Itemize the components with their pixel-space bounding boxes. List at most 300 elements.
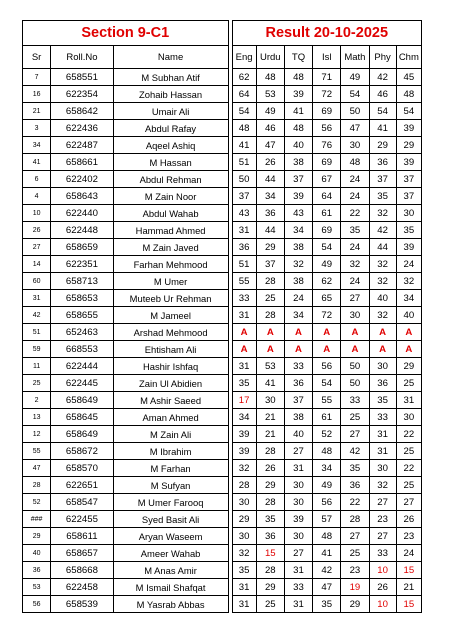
serial-cell: 55: [23, 443, 51, 460]
chm-mark-cell: 29: [396, 137, 421, 154]
tq-mark-cell: 27: [284, 545, 312, 562]
chm-mark-cell: 22: [396, 426, 421, 443]
tq-mark-cell: 24: [284, 290, 312, 307]
chm-mark-cell: 25: [396, 477, 421, 494]
serial-cell: 36: [23, 562, 51, 579]
table-row: [23, 324, 422, 341]
table-row: [23, 460, 422, 477]
urdu-mark-cell: 37: [256, 256, 284, 273]
tq-mark-cell: 39: [284, 188, 312, 205]
student-name-cell: Abdul Rehman: [113, 171, 228, 188]
math-mark-cell: 27: [341, 528, 369, 545]
header-math: Math: [341, 46, 369, 69]
math-mark-cell: 24: [341, 188, 369, 205]
serial-cell: 25: [23, 375, 51, 392]
header-tq: TQ: [284, 46, 312, 69]
table-row: [23, 273, 422, 290]
urdu-mark-cell: 29: [256, 477, 284, 494]
header-sr: Sr: [23, 46, 51, 69]
urdu-mark-cell: 21: [256, 409, 284, 426]
serial-cell: 6: [23, 171, 51, 188]
tq-mark-cell: 30: [284, 528, 312, 545]
chm-mark-cell: A: [396, 324, 421, 341]
math-mark-cell: 50: [341, 358, 369, 375]
urdu-mark-cell: A: [256, 324, 284, 341]
student-name-cell: Umair Ali: [113, 103, 228, 120]
phy-mark-cell: 42: [369, 222, 396, 239]
chm-mark-cell: 21: [396, 579, 421, 596]
title-row: [23, 21, 422, 46]
chm-mark-cell: 30: [396, 409, 421, 426]
tq-mark-cell: 34: [284, 307, 312, 324]
urdu-mark-cell: 28: [256, 443, 284, 460]
table-row: [23, 103, 422, 120]
phy-mark-cell: 35: [369, 392, 396, 409]
tq-mark-cell: 33: [284, 358, 312, 375]
student-name-cell: Ehtisham Ali: [113, 341, 228, 358]
isl-mark-cell: 52: [313, 426, 341, 443]
result-sheet: [22, 20, 422, 613]
serial-cell: 29: [23, 528, 51, 545]
chm-mark-cell: 37: [396, 188, 421, 205]
table-row: [23, 409, 422, 426]
math-mark-cell: 47: [341, 120, 369, 137]
serial-cell: 7: [23, 69, 51, 86]
phy-mark-cell: 26: [369, 579, 396, 596]
serial-cell: 14: [23, 256, 51, 273]
phy-mark-cell: 37: [369, 171, 396, 188]
chm-mark-cell: 23: [396, 528, 421, 545]
student-name-cell: Arshad Mehmood: [113, 324, 228, 341]
chm-mark-cell: 48: [396, 86, 421, 103]
math-mark-cell: 23: [341, 562, 369, 579]
chm-mark-cell: 24: [396, 545, 421, 562]
student-name-cell: M Yasrab Abbas: [113, 596, 228, 613]
table-row: [23, 477, 422, 494]
urdu-mark-cell: 35: [256, 511, 284, 528]
isl-mark-cell: 69: [313, 222, 341, 239]
table-row: [23, 341, 422, 358]
urdu-mark-cell: 53: [256, 86, 284, 103]
tq-mark-cell: 27: [284, 443, 312, 460]
eng-mark-cell: 37: [232, 188, 256, 205]
urdu-mark-cell: 53: [256, 358, 284, 375]
roll-number-cell: 622445: [51, 375, 113, 392]
phy-mark-cell: 32: [369, 307, 396, 324]
phy-mark-cell: 32: [369, 477, 396, 494]
phy-mark-cell: 44: [369, 239, 396, 256]
tq-mark-cell: 38: [284, 409, 312, 426]
serial-cell: 40: [23, 545, 51, 562]
roll-number-cell: 658570: [51, 460, 113, 477]
urdu-mark-cell: 30: [256, 392, 284, 409]
math-mark-cell: 30: [341, 307, 369, 324]
tq-mark-cell: 37: [284, 171, 312, 188]
math-mark-cell: 24: [341, 171, 369, 188]
tq-mark-cell: A: [284, 341, 312, 358]
serial-cell: 42: [23, 307, 51, 324]
roll-number-cell: 658649: [51, 392, 113, 409]
table-row: [23, 511, 422, 528]
isl-mark-cell: 48: [313, 528, 341, 545]
chm-mark-cell: A: [396, 341, 421, 358]
chm-mark-cell: 26: [396, 511, 421, 528]
chm-mark-cell: 54: [396, 103, 421, 120]
roll-number-cell: 622436: [51, 120, 113, 137]
roll-number-cell: 622651: [51, 477, 113, 494]
tq-mark-cell: 36: [284, 375, 312, 392]
math-mark-cell: 24: [341, 239, 369, 256]
roll-number-cell: 622487: [51, 137, 113, 154]
roll-number-cell: 658672: [51, 443, 113, 460]
phy-mark-cell: 27: [369, 494, 396, 511]
serial-cell: 41: [23, 154, 51, 171]
eng-mark-cell: 30: [232, 494, 256, 511]
header-name: Name: [113, 46, 228, 69]
table-row: [23, 154, 422, 171]
eng-mark-cell: A: [232, 324, 256, 341]
urdu-mark-cell: 46: [256, 120, 284, 137]
table-row: [23, 256, 422, 273]
eng-mark-cell: 32: [232, 545, 256, 562]
roll-number-cell: 668553: [51, 341, 113, 358]
serial-cell: 16: [23, 86, 51, 103]
tq-mark-cell: 39: [284, 511, 312, 528]
math-mark-cell: 25: [341, 409, 369, 426]
urdu-mark-cell: 28: [256, 494, 284, 511]
math-mark-cell: 25: [341, 545, 369, 562]
chm-mark-cell: 39: [396, 154, 421, 171]
student-name-cell: M Sufyan: [113, 477, 228, 494]
eng-mark-cell: 28: [232, 477, 256, 494]
eng-mark-cell: 41: [232, 137, 256, 154]
urdu-mark-cell: 25: [256, 596, 284, 613]
table-row: [23, 596, 422, 613]
serial-cell: 21: [23, 103, 51, 120]
eng-mark-cell: 35: [232, 375, 256, 392]
math-mark-cell: 28: [341, 511, 369, 528]
math-mark-cell: 32: [341, 256, 369, 273]
student-name-cell: Abdul Rafay: [113, 120, 228, 137]
math-mark-cell: 33: [341, 392, 369, 409]
urdu-mark-cell: 47: [256, 137, 284, 154]
eng-mark-cell: 33: [232, 290, 256, 307]
eng-mark-cell: 17: [232, 392, 256, 409]
urdu-mark-cell: A: [256, 341, 284, 358]
student-name-cell: M Anas Amir: [113, 562, 228, 579]
eng-mark-cell: 39: [232, 443, 256, 460]
student-name-cell: M Hassan: [113, 154, 228, 171]
isl-mark-cell: 69: [313, 103, 341, 120]
phy-mark-cell: 31: [369, 443, 396, 460]
eng-mark-cell: 54: [232, 103, 256, 120]
serial-cell: 10: [23, 205, 51, 222]
math-mark-cell: 24: [341, 273, 369, 290]
roll-number-cell: 658659: [51, 239, 113, 256]
isl-mark-cell: 48: [313, 443, 341, 460]
isl-mark-cell: 56: [313, 358, 341, 375]
isl-mark-cell: 54: [313, 375, 341, 392]
table-row: [23, 545, 422, 562]
phy-mark-cell: A: [369, 324, 396, 341]
roll-number-cell: 622448: [51, 222, 113, 239]
chm-mark-cell: 34: [396, 290, 421, 307]
math-mark-cell: 36: [341, 477, 369, 494]
eng-mark-cell: 64: [232, 86, 256, 103]
tq-mark-cell: A: [284, 324, 312, 341]
roll-number-cell: 658642: [51, 103, 113, 120]
math-mark-cell: 42: [341, 443, 369, 460]
tq-mark-cell: 34: [284, 222, 312, 239]
tq-mark-cell: 37: [284, 392, 312, 409]
chm-mark-cell: 29: [396, 358, 421, 375]
serial-cell: 47: [23, 460, 51, 477]
header-isl: Isl: [313, 46, 341, 69]
roll-number-cell: 652463: [51, 324, 113, 341]
urdu-mark-cell: 21: [256, 426, 284, 443]
serial-cell: 11: [23, 358, 51, 375]
eng-mark-cell: 35: [232, 562, 256, 579]
student-name-cell: Abdul Wahab: [113, 205, 228, 222]
table-row: [23, 494, 422, 511]
chm-mark-cell: 15: [396, 596, 421, 613]
urdu-mark-cell: 26: [256, 460, 284, 477]
chm-mark-cell: 24: [396, 256, 421, 273]
serial-cell: 56: [23, 596, 51, 613]
serial-cell: 60: [23, 273, 51, 290]
phy-mark-cell: 33: [369, 409, 396, 426]
roll-number-cell: 658539: [51, 596, 113, 613]
isl-mark-cell: 64: [313, 188, 341, 205]
phy-mark-cell: 30: [369, 358, 396, 375]
urdu-mark-cell: 15: [256, 545, 284, 562]
isl-mark-cell: 56: [313, 120, 341, 137]
roll-number-cell: 622351: [51, 256, 113, 273]
roll-number-cell: 622458: [51, 579, 113, 596]
student-name-cell: Zain Ul Abidien: [113, 375, 228, 392]
serial-cell: 13: [23, 409, 51, 426]
tq-mark-cell: 32: [284, 256, 312, 273]
tq-mark-cell: 43: [284, 205, 312, 222]
eng-mark-cell: 43: [232, 205, 256, 222]
isl-mark-cell: 35: [313, 596, 341, 613]
math-mark-cell: 29: [341, 596, 369, 613]
serial-cell: 2: [23, 392, 51, 409]
urdu-mark-cell: 34: [256, 188, 284, 205]
student-name-cell: M Ismail Shafqat: [113, 579, 228, 596]
phy-mark-cell: 46: [369, 86, 396, 103]
tq-mark-cell: 38: [284, 239, 312, 256]
header-row: [23, 46, 422, 69]
tq-mark-cell: 48: [284, 69, 312, 86]
tq-mark-cell: 41: [284, 103, 312, 120]
chm-mark-cell: 32: [396, 273, 421, 290]
chm-mark-cell: 35: [396, 222, 421, 239]
eng-mark-cell: 32: [232, 460, 256, 477]
student-name-cell: M Jameel: [113, 307, 228, 324]
eng-mark-cell: 51: [232, 256, 256, 273]
urdu-mark-cell: 49: [256, 103, 284, 120]
serial-cell: 31: [23, 290, 51, 307]
isl-mark-cell: 61: [313, 409, 341, 426]
chm-mark-cell: 40: [396, 307, 421, 324]
student-name-cell: Zohaib Hassan: [113, 86, 228, 103]
tq-mark-cell: 48: [284, 120, 312, 137]
math-mark-cell: 30: [341, 137, 369, 154]
table-row: [23, 579, 422, 596]
chm-mark-cell: 30: [396, 205, 421, 222]
student-name-cell: M Ashir Saeed: [113, 392, 228, 409]
table-row: [23, 443, 422, 460]
phy-mark-cell: 30: [369, 460, 396, 477]
urdu-mark-cell: 29: [256, 579, 284, 596]
roll-number-cell: 658655: [51, 307, 113, 324]
math-mark-cell: 49: [341, 69, 369, 86]
chm-mark-cell: 27: [396, 494, 421, 511]
math-mark-cell: 35: [341, 222, 369, 239]
table-row: [23, 307, 422, 324]
roll-number-cell: 658547: [51, 494, 113, 511]
roll-number-cell: 622444: [51, 358, 113, 375]
roll-number-cell: 658661: [51, 154, 113, 171]
eng-mark-cell: 31: [232, 358, 256, 375]
header-eng: Eng: [232, 46, 256, 69]
phy-mark-cell: 31: [369, 426, 396, 443]
tq-mark-cell: 31: [284, 562, 312, 579]
serial-cell: 28: [23, 477, 51, 494]
urdu-mark-cell: 48: [256, 69, 284, 86]
student-name-cell: Muteeb Ur Rehman: [113, 290, 228, 307]
phy-mark-cell: 41: [369, 120, 396, 137]
urdu-mark-cell: 44: [256, 222, 284, 239]
student-name-cell: M Umer: [113, 273, 228, 290]
isl-mark-cell: A: [313, 324, 341, 341]
eng-mark-cell: A: [232, 341, 256, 358]
math-mark-cell: A: [341, 341, 369, 358]
chm-mark-cell: 25: [396, 443, 421, 460]
tq-mark-cell: 31: [284, 460, 312, 477]
isl-mark-cell: 69: [313, 154, 341, 171]
eng-mark-cell: 36: [232, 239, 256, 256]
eng-mark-cell: 50: [232, 171, 256, 188]
tq-mark-cell: 38: [284, 154, 312, 171]
chm-mark-cell: 45: [396, 69, 421, 86]
serial-cell: 27: [23, 239, 51, 256]
chm-mark-cell: 25: [396, 375, 421, 392]
phy-mark-cell: 32: [369, 205, 396, 222]
header-roll: Roll.No: [51, 46, 113, 69]
roll-number-cell: 658551: [51, 69, 113, 86]
header-chm: Chm: [396, 46, 421, 69]
student-name-cell: M Zain Noor: [113, 188, 228, 205]
roll-number-cell: 658611: [51, 528, 113, 545]
eng-mark-cell: 48: [232, 120, 256, 137]
isl-mark-cell: 71: [313, 69, 341, 86]
header-phy: Phy: [369, 46, 396, 69]
chm-mark-cell: 15: [396, 562, 421, 579]
table-row: [23, 358, 422, 375]
eng-mark-cell: 31: [232, 596, 256, 613]
urdu-mark-cell: 36: [256, 205, 284, 222]
table-row: [23, 392, 422, 409]
eng-mark-cell: 55: [232, 273, 256, 290]
phy-mark-cell: 35: [369, 188, 396, 205]
serial-cell: 26: [23, 222, 51, 239]
math-mark-cell: A: [341, 324, 369, 341]
phy-mark-cell: 40: [369, 290, 396, 307]
eng-mark-cell: 39: [232, 426, 256, 443]
student-name-cell: M Subhan Atif: [113, 69, 228, 86]
table-row: [23, 188, 422, 205]
student-name-cell: Syed Basit Ali: [113, 511, 228, 528]
eng-mark-cell: 51: [232, 154, 256, 171]
table-row: [23, 562, 422, 579]
roll-number-cell: 658649: [51, 426, 113, 443]
student-name-cell: Aryan Waseem: [113, 528, 228, 545]
isl-mark-cell: 65: [313, 290, 341, 307]
eng-mark-cell: 34: [232, 409, 256, 426]
urdu-mark-cell: 26: [256, 154, 284, 171]
roll-number-cell: 622440: [51, 205, 113, 222]
isl-mark-cell: 56: [313, 494, 341, 511]
student-name-cell: Hashir Ishfaq: [113, 358, 228, 375]
serial-cell: 12: [23, 426, 51, 443]
isl-mark-cell: 72: [313, 307, 341, 324]
urdu-mark-cell: 28: [256, 273, 284, 290]
serial-cell: 34: [23, 137, 51, 154]
table-row: [23, 205, 422, 222]
student-rows: [23, 69, 422, 613]
math-mark-cell: 35: [341, 460, 369, 477]
phy-mark-cell: 32: [369, 256, 396, 273]
urdu-mark-cell: 29: [256, 239, 284, 256]
phy-mark-cell: 27: [369, 528, 396, 545]
student-name-cell: M Farhan: [113, 460, 228, 477]
isl-mark-cell: 72: [313, 86, 341, 103]
table-row: [23, 86, 422, 103]
section-title: Section 9-C1: [23, 21, 229, 46]
urdu-mark-cell: 44: [256, 171, 284, 188]
serial-cell: 3: [23, 120, 51, 137]
table-row: [23, 120, 422, 137]
phy-mark-cell: A: [369, 341, 396, 358]
serial-cell: 53: [23, 579, 51, 596]
roll-number-cell: 658713: [51, 273, 113, 290]
roll-number-cell: 658657: [51, 545, 113, 562]
table-row: [23, 171, 422, 188]
serial-cell: ###: [23, 511, 51, 528]
urdu-mark-cell: 28: [256, 562, 284, 579]
chm-mark-cell: 37: [396, 171, 421, 188]
isl-mark-cell: 49: [313, 477, 341, 494]
isl-mark-cell: 34: [313, 460, 341, 477]
isl-mark-cell: 49: [313, 256, 341, 273]
student-name-cell: Farhan Mehmood: [113, 256, 228, 273]
phy-mark-cell: 23: [369, 511, 396, 528]
phy-mark-cell: 33: [369, 545, 396, 562]
header-urdu: Urdu: [256, 46, 284, 69]
serial-cell: 4: [23, 188, 51, 205]
tq-mark-cell: 40: [284, 426, 312, 443]
student-name-cell: Hammad Ahmed: [113, 222, 228, 239]
roll-number-cell: 622354: [51, 86, 113, 103]
eng-mark-cell: 31: [232, 579, 256, 596]
isl-mark-cell: 67: [313, 171, 341, 188]
student-name-cell: M Ibrahim: [113, 443, 228, 460]
chm-mark-cell: 39: [396, 120, 421, 137]
math-mark-cell: 22: [341, 494, 369, 511]
math-mark-cell: 50: [341, 375, 369, 392]
